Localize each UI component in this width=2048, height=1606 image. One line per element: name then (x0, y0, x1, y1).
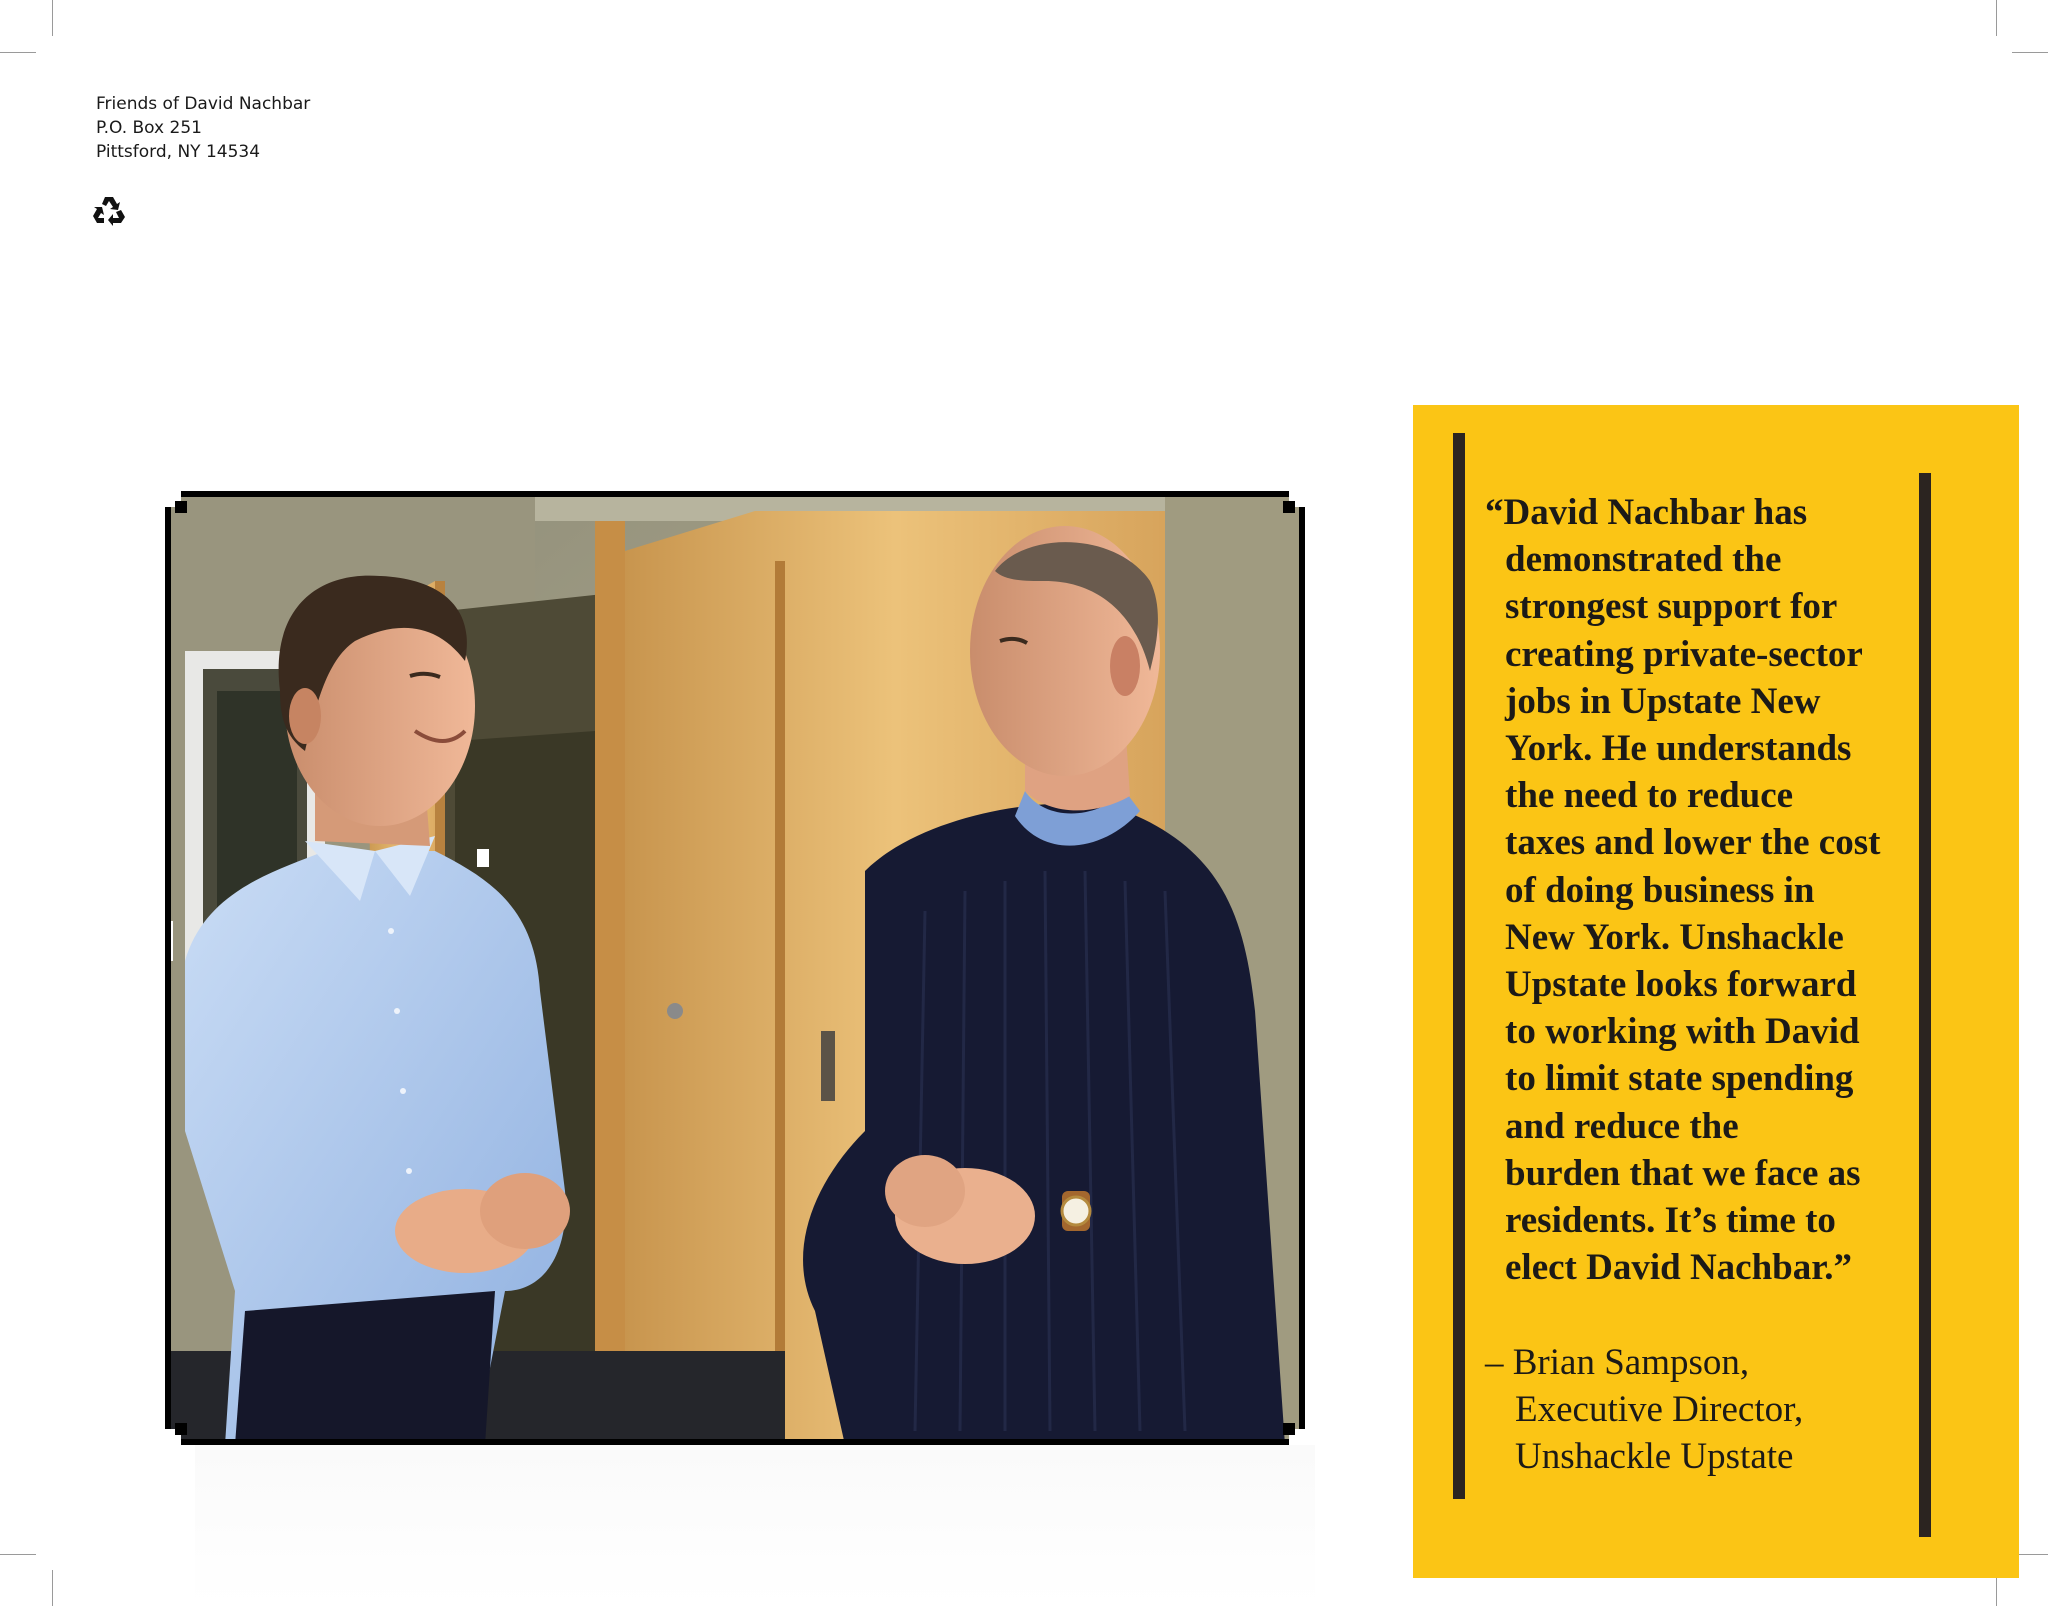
quote-bar-left (1453, 433, 1465, 1499)
quote-panel (1413, 405, 2019, 1578)
quote-line: Upstate looks forward (1505, 964, 1857, 1006)
attribution-line: – Brian Sampson, (1485, 1342, 1750, 1383)
quote-line: and reduce the (1505, 1105, 1739, 1147)
attribution-line: Unshackle Upstate (1515, 1436, 1794, 1477)
return-address (96, 92, 310, 164)
crop-mark (52, 0, 53, 36)
quote-line: “David Nachbar has (1485, 492, 1808, 533)
return-address-line: Friends of David Nachbar (96, 94, 311, 114)
quote-line: elect David Nachbar.” (1505, 1247, 1853, 1289)
return-address-line: Pittsford, NY 14534 (96, 142, 261, 162)
return-address-line: P.O. Box 251 (96, 118, 202, 138)
endorsement-quote (1485, 489, 1925, 1291)
quote-line: taxes and lower the cost (1505, 822, 1881, 864)
quote-line: creating private-sector (1505, 633, 1863, 675)
crop-mark (0, 1554, 36, 1555)
attribution-line: Executive Director, (1515, 1389, 1804, 1430)
crop-mark (52, 1570, 53, 1606)
quote-line: of doing business in (1505, 869, 1815, 911)
quote-line: the need to reduce (1505, 775, 1794, 817)
recycle-icon (92, 194, 126, 228)
quote-line: to limit state spending (1505, 1058, 1854, 1100)
crop-mark (1996, 0, 1997, 36)
quote-line: York. He understands (1505, 728, 1852, 770)
photo (165, 491, 1305, 1445)
quote-line: residents. It’s time to (1505, 1200, 1836, 1242)
crop-mark (2012, 52, 2048, 53)
quote-line: burden that we face as (1505, 1152, 1861, 1194)
quote-line: New York. Unshackle (1505, 916, 1844, 958)
quote-line: strongest support for (1505, 586, 1838, 628)
quote-attribution (1485, 1339, 1925, 1480)
quote-line: jobs in Upstate New (1505, 680, 1821, 722)
photo-shadow (195, 1445, 1315, 1605)
crop-mark (0, 52, 36, 53)
quote-line: demonstrated the (1505, 539, 1782, 581)
quote-line: to working with David (1505, 1011, 1860, 1053)
